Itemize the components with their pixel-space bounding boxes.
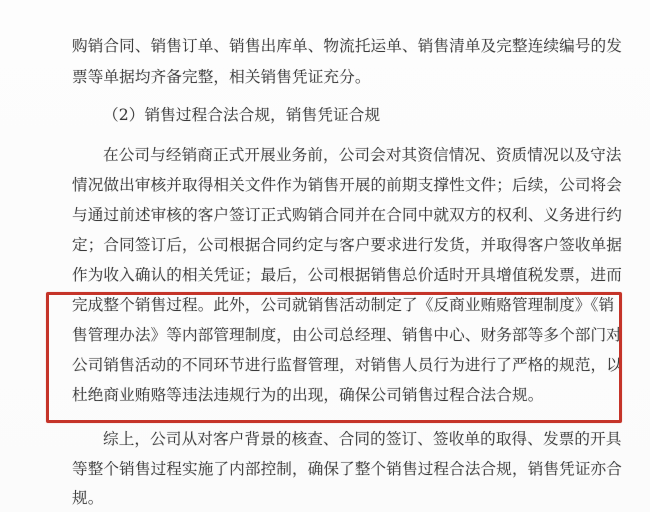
text-line: 等整个销售过程实施了内部控制，确保了整个销售过程合法合规，销售凭证亦合 bbox=[72, 459, 622, 478]
text-line: 票等单据均齐备完整，相关销售凭证充分。 bbox=[72, 68, 371, 86]
text-line: 综上，公司从对客户背景的核查、合同的签订、签收单的取得、发票的开具 bbox=[103, 430, 622, 448]
text-line: 情况做出审核并取得相关文件作为销售开展的前期支撑性文件；后续，公司将会 bbox=[72, 176, 622, 194]
text-line-highlighted: 杜绝商业贿赂等违法违规行为的出现，确保公司销售过程合法合规。 bbox=[72, 386, 544, 404]
text-line: 在公司与经销商正式开展业务前，公司会对其资信情况、资质情况以及守法 bbox=[103, 146, 622, 164]
text-line-highlighted: 售管理办法》等内部管理制度，由公司总经理、销售中心、财务部等多个部门对 bbox=[72, 326, 622, 344]
heading-item-2 bbox=[72, 100, 624, 130]
text-line: 与通过前述审核的客户签订正式购销合同并在合同中就双方的权利、义务进行约 bbox=[72, 206, 622, 224]
paragraph-summary bbox=[72, 425, 624, 512]
paragraph-sales-process bbox=[72, 140, 624, 410]
text-line: 购销合同、销售订单、销售出库单、物流托运单、销售清单及完整连续编号的发 bbox=[72, 37, 622, 55]
heading-line: （2）销售过程合法合规，销售凭证合规 bbox=[103, 106, 381, 124]
text-line: 规。 bbox=[72, 489, 104, 507]
text-line: 定；合同签订后，公司根据合同约定与客户要求进行发货，并取得客户签收单据 bbox=[72, 236, 622, 254]
text-line: 作为收入确认的相关凭证；最后，公司根据销售总价适时开具增值税发票，进而 bbox=[72, 266, 622, 284]
text-line-highlighted: 完成整个销售过程。此外，公司就销售活动制定了《反商业贿赂管理制度》《销 bbox=[72, 296, 615, 314]
paragraph-sales-documents bbox=[72, 31, 624, 93]
text-line-highlighted: 公司销售活动的不同环节进行监督管理，对销售人员行为进行了严格的规范，以 bbox=[72, 356, 622, 374]
